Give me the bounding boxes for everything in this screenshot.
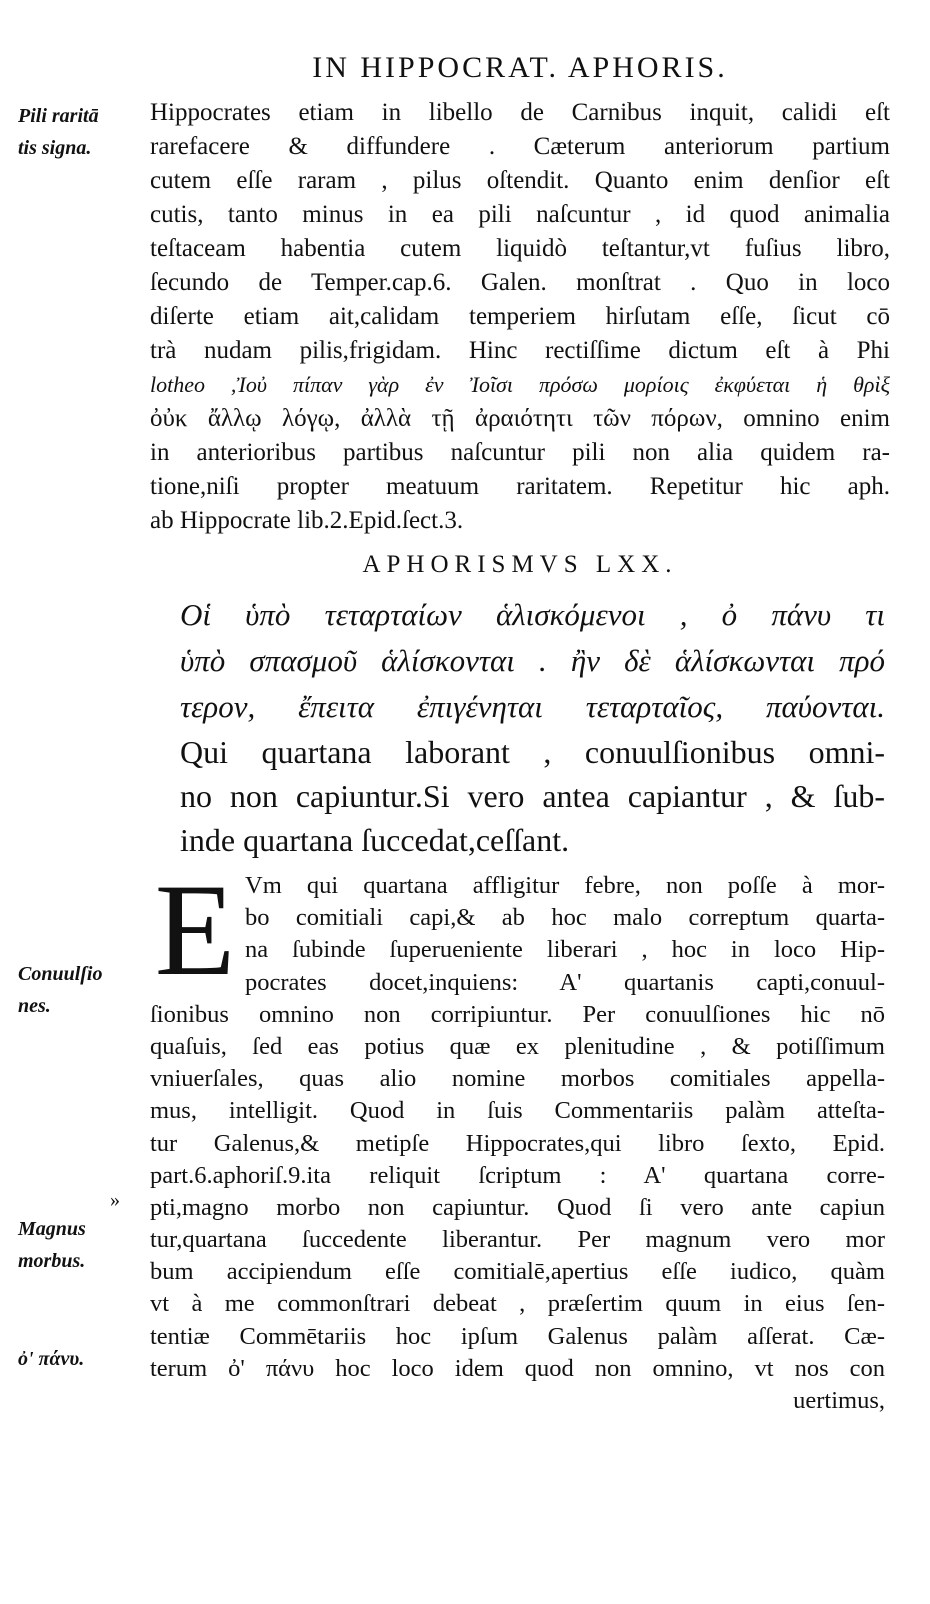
text-line: cutis, tanto minus in ea pili naſcuntur , id quod animalia <box>150 201 890 228</box>
text-line: ſecundo de Temper.cap.6. Galen. monſtrat . Quo in loco <box>150 269 890 296</box>
text-line: cutem eſſe raram , pilus oſtendit. Quanto enim denſior eſt <box>150 167 890 194</box>
margin-note-magnus-line2: morbus. <box>18 1250 86 1272</box>
running-head: IN HIPPOCRAT. APHORIS. <box>312 51 728 84</box>
text-line: rarefacere & diffundere . Cæterum anteriorum partium <box>150 133 890 160</box>
text-line: ὀὐκ ἄλλῳ λόγῳ, ἀλλὰ τῇ ἀραιότητι τῶν πόρων, omnino enim <box>150 405 890 432</box>
aphorism-greek <box>180 592 885 730</box>
commentary-line: terum ὀ' πάνυ hoc loco idem quod non omnino, vt nos con <box>150 1354 885 1382</box>
text-line-greek: lotheo ,Ἰοὐ πίπαν γὰρ ἐν Ἰοῖσι πρόσω μορίοις ἐκφύεται ἡ θρὶξ <box>150 372 890 397</box>
commentary-line: quaſuis, ſed eas potius quæ ex plenitudine , & potiſſimum <box>150 1032 885 1060</box>
text-line: trà nudam pilis,frigidam. Hinc rectiſſime dictum eſt à Phi <box>150 337 890 364</box>
margin-note-pili-line2: tis signa. <box>18 137 92 159</box>
text-line: ab Hippocrate lib.2.Epid.ſect.3. <box>150 507 464 534</box>
commentary-line: tur Galenus,& metipſe Hippocrates,qui libro ſexto, Epid. <box>150 1129 885 1157</box>
paragraph-1 <box>150 96 890 538</box>
commentary-line: na ſubinde ſuperueniente liberari , hoc in loco Hip- <box>245 936 885 964</box>
latin-line: inde quartana ſuccedat,ceſſant. <box>180 822 570 858</box>
aphorism-heading: APHORISMVS LXX. <box>362 551 678 578</box>
commentary-line: pti,magno morbo non capiuntur. Quod ſi vero ante capiun <box>150 1193 885 1221</box>
text-line: in anterioribus partibus naſcuntur pili non alia quidem ra- <box>150 439 890 466</box>
latin-line: no non capiuntur.Si vero antea capiantur , & ſub- <box>180 778 885 814</box>
quotation-mark: » <box>110 1189 120 1211</box>
greek-line: Οἱ ὑπὸ τεταρταίων ἁλισκόμενοι , ὀ πάνυ τι <box>180 597 885 632</box>
latin-line: Qui quartana laborant , conuulſionibus omni- <box>180 734 885 770</box>
commentary-line: bum accipiendum eſſe comitialē,apertius eſſe iudico, quàm <box>150 1258 885 1286</box>
commentary <box>150 856 885 1417</box>
commentary-line: part.6.aphoriſ.9.ita reliquit ſcriptum : A' quartana corre- <box>150 1161 885 1189</box>
drop-cap: E <box>154 856 236 1003</box>
commentary-line: uertimus, <box>793 1387 885 1414</box>
text-line: teſtaceam habentia cutem liquidò teſtantur,vt fuſius libro, <box>150 235 890 262</box>
greek-line: ὑπὸ σπασμοῦ ἁλίσκονται . ἢν δὲ ἁλίσκωνται πρό <box>180 643 885 678</box>
margin-note-pili-line1: Pili raritā <box>18 105 99 127</box>
commentary-line: mus, intelligit. Quod in ſuis Commentariis palàm atteſta- <box>150 1097 885 1125</box>
commentary-line: pocrates docet,inquiens: A' quartanis capti,conuul- <box>245 968 885 996</box>
text-line: tione,niſi propter meatuum raritatem. Repetitur hic aph. <box>150 473 890 500</box>
margin-note-conuulsiones-line2: nes. <box>18 995 51 1017</box>
greek-line: τερον, ἔπειτα ἐπιγένηται τεταρταῖος, παύονται. <box>180 689 885 724</box>
margin-note-ou-panu: ὀ' πάνυ. <box>18 1348 85 1370</box>
commentary-line: Vm qui quartana affligitur febre, non poſſe à mor- <box>245 872 885 899</box>
text-line: diſerte etiam ait,calidam temperiem hirſutam eſſe, ſicut cō <box>150 303 890 330</box>
text-line: Hippocrates etiam in libello de Carnibus inquit, calidi eſt <box>150 99 890 126</box>
commentary-line: tur,quartana ſuccedente liberantur. Per magnum vero mor <box>150 1226 885 1254</box>
commentary-line: ſionibus omnino non corripiuntur. Per conuulſiones hic nō <box>150 1000 885 1028</box>
commentary-line: vniuerſales, quas alio nomine morbos comitiales appella- <box>150 1065 885 1093</box>
aphorism-latin <box>180 730 885 862</box>
commentary-line: tentiæ Commētariis hoc ipſum Galenus palàm aſſerat. Cæ- <box>150 1322 885 1350</box>
margin-note-conuulsiones-line1: Conuulſio <box>18 963 103 985</box>
commentary-line: bo comitiali capi,& ab hoc malo correptum quarta- <box>245 904 885 932</box>
margin-note-magnus-line1: Magnus <box>18 1218 86 1240</box>
commentary-line: vt à me commonſtrari debeat , præſertim quum in eius ſen- <box>150 1290 885 1318</box>
